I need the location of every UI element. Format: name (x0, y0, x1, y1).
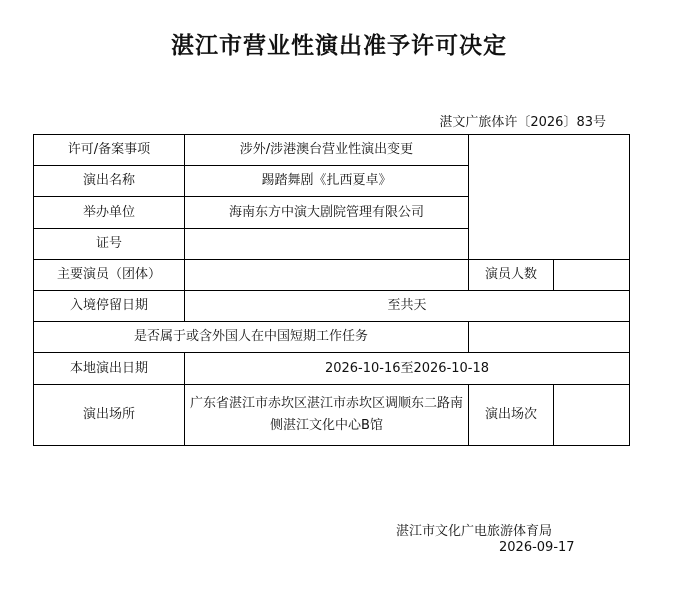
blank-cell (469, 135, 630, 260)
table-row (34, 135, 630, 166)
show-name-value: 踢踏舞剧《扎西夏卓》 (185, 166, 469, 197)
sessions-label: 演出场次 (469, 385, 554, 446)
issuer-name: 湛江市文化广电旅游体育局 (396, 524, 553, 539)
permit-item-label: 许可/备案事项 (34, 135, 185, 166)
stay-label: 入境停留日期 (34, 291, 185, 322)
foreign-workers-value (469, 322, 630, 353)
license-label: 证号 (34, 229, 185, 260)
document-number: 湛文广旅体许〔2026〕83号 (439, 115, 606, 130)
document-title: 湛江市营业性演出准予许可决定 (171, 33, 507, 59)
stay-value: 至共天 (185, 291, 630, 322)
organizer-label: 举办单位 (34, 197, 185, 229)
show-name-label: 演出名称 (34, 166, 185, 197)
permit-item-value: 涉外/涉港澳台营业性演出变更 (185, 135, 469, 166)
permit-table (33, 134, 630, 446)
performers-value (185, 260, 469, 291)
license-value (185, 229, 469, 260)
foreign-workers-label: 是否属于或含外国人在中国短期工作任务 (34, 322, 469, 353)
table-row (34, 353, 630, 385)
table-row (34, 260, 630, 291)
local-date-label: 本地演出日期 (34, 353, 185, 385)
table-row (34, 291, 630, 322)
venue-label: 演出场所 (34, 385, 185, 446)
performers-label: 主要演员（团体） (34, 260, 185, 291)
issue-date: 2026-09-17 (499, 540, 575, 555)
table-row (34, 322, 630, 353)
local-date-value: 2026-10-16至2026-10-18 (185, 353, 630, 385)
venue-value: 广东省湛江市赤坎区湛江市赤坎区调顺东二路南侧湛江文化中心B馆 (185, 385, 469, 446)
sessions-value (554, 385, 630, 446)
performer-count-value (554, 260, 630, 291)
table-row (34, 385, 630, 446)
organizer-value: 海南东方中演大剧院管理有限公司 (185, 197, 469, 229)
performer-count-label: 演员人数 (469, 260, 554, 291)
